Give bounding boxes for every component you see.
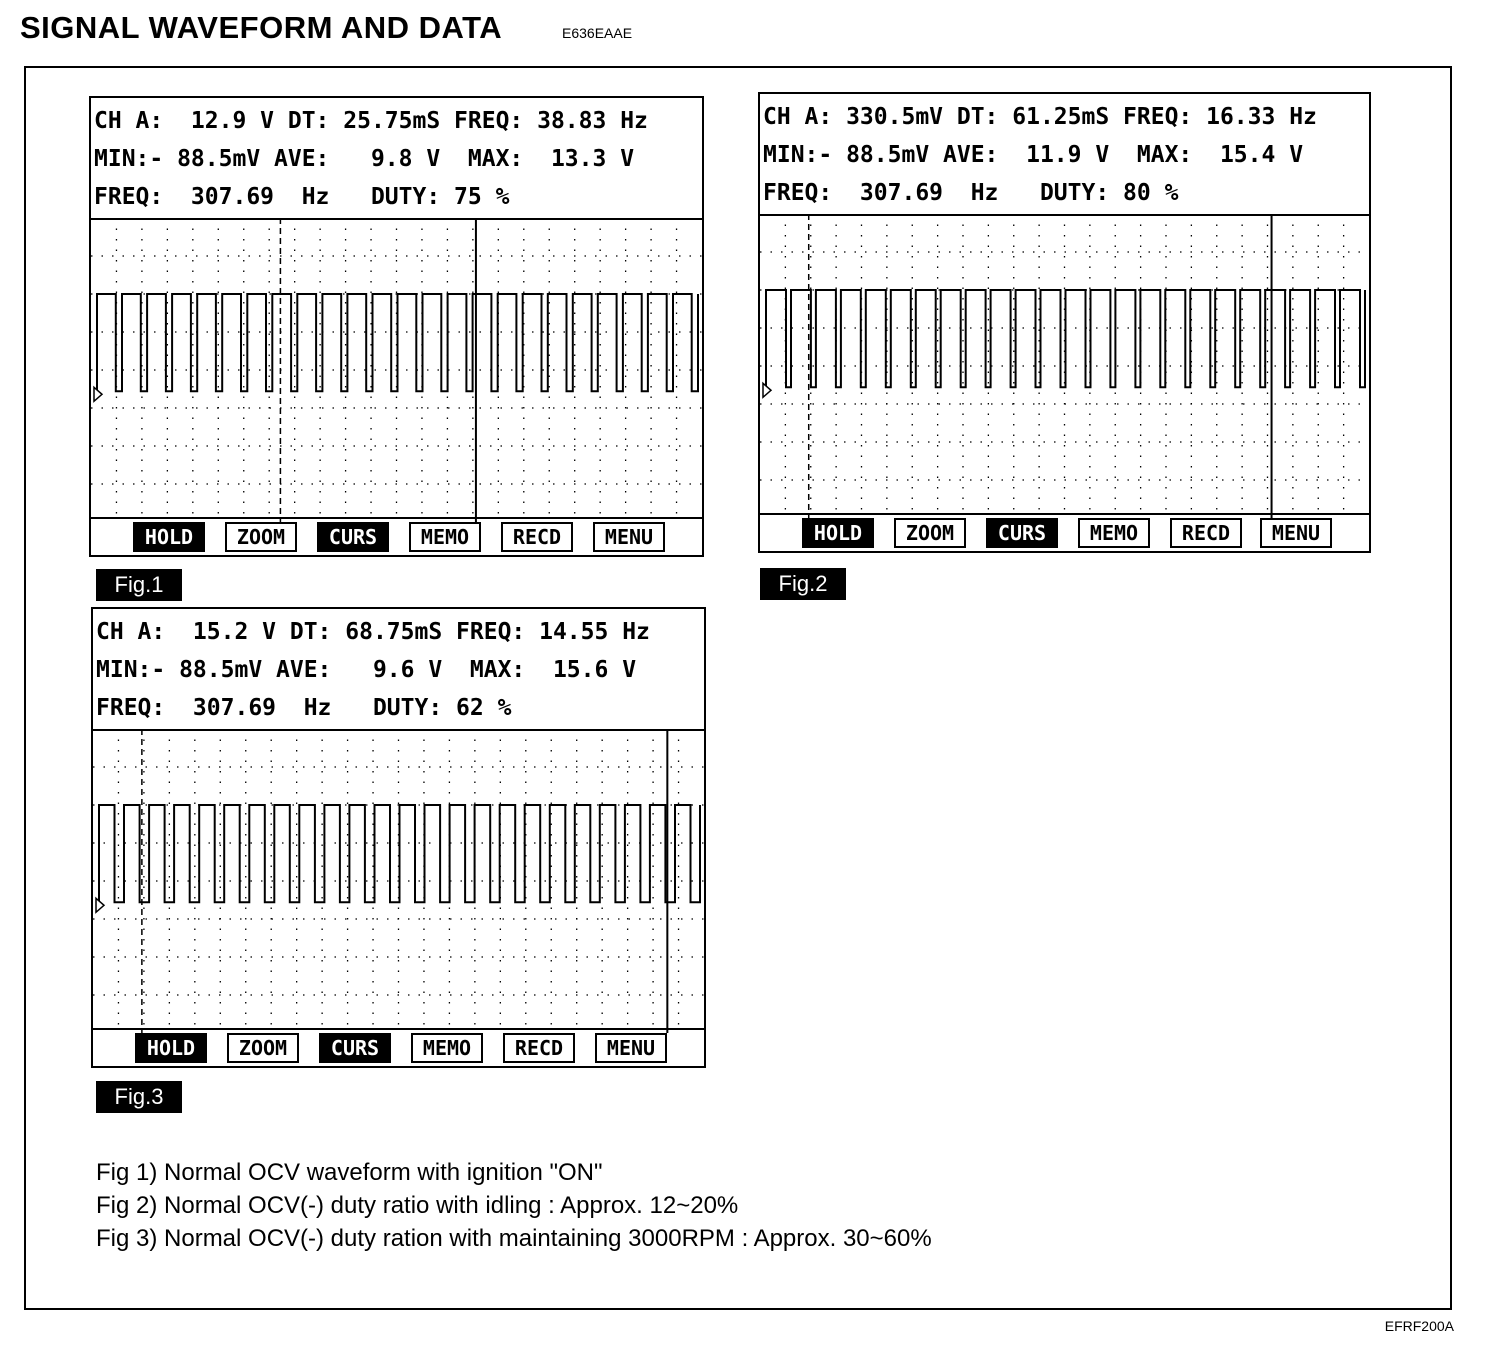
scope-screen-fig2 (758, 92, 1371, 553)
readout-line-2: MIN:- 88.5mV AVE: 11.9 V MAX: 15.4 V (763, 142, 1304, 168)
fig1-label: Fig.1 (96, 569, 182, 601)
menu-button[interactable]: MENU (593, 522, 665, 552)
waveform-trace (97, 294, 698, 391)
zoom-button[interactable]: ZOOM (894, 518, 966, 548)
note-fig2: Fig 2) Normal OCV(-) duty ratio with idling : Approx. 12~20% (96, 1192, 739, 1219)
memo-button[interactable]: MEMO (1078, 518, 1150, 548)
figure-notes (96, 1156, 932, 1255)
readout-panel (93, 609, 704, 731)
memo-button[interactable]: MEMO (409, 522, 481, 552)
fig2-label: Fig.2 (760, 568, 846, 600)
scope-screen-fig1 (89, 96, 704, 557)
zoom-button[interactable]: ZOOM (225, 522, 297, 552)
waveform-plot (760, 214, 1369, 518)
readout-line-3: FREQ: 307.69 Hz DUTY: 80 % (763, 180, 1179, 206)
readout-line-1: CH A: 15.2 V DT: 68.75mS FREQ: 14.55 Hz (96, 619, 650, 645)
waveform-trace (766, 290, 1365, 387)
waveform-plot (91, 218, 702, 522)
readout-line-1: CH A: 330.5mV DT: 61.25mS FREQ: 16.33 Hz (763, 104, 1317, 130)
recd-button[interactable]: RECD (503, 1033, 575, 1063)
curs-button[interactable]: CURS (317, 522, 389, 552)
curs-button[interactable]: CURS (986, 518, 1058, 548)
document-code: E636EAAE (562, 25, 633, 41)
softkey-bar (93, 1028, 704, 1066)
readout-line-3: FREQ: 307.69 Hz DUTY: 75 % (94, 184, 510, 210)
curs-button[interactable]: CURS (319, 1033, 391, 1063)
readout-line-3: FREQ: 307.69 Hz DUTY: 62 % (96, 695, 512, 721)
waveform-grid (91, 218, 702, 524)
scope-screen-fig3 (91, 607, 706, 1068)
menu-button[interactable]: MENU (595, 1033, 667, 1063)
note-fig1: Fig 1) Normal OCV waveform with ignition "ON" (96, 1159, 603, 1186)
softkey-bar (760, 513, 1369, 551)
zoom-button[interactable]: ZOOM (227, 1033, 299, 1063)
waveform-plot (93, 729, 704, 1033)
readout-line-1: CH A: 12.9 V DT: 25.75mS FREQ: 38.83 Hz (94, 108, 648, 134)
readout-line-2: MIN:- 88.5mV AVE: 9.6 V MAX: 15.6 V (96, 657, 637, 683)
memo-button[interactable]: MEMO (411, 1033, 483, 1063)
note-fig3: Fig 3) Normal OCV(-) duty ration with maintaining 3000RPM : Approx. 30~60% (96, 1225, 932, 1252)
footer-code: EFRF200A (1384, 1318, 1454, 1334)
recd-button[interactable]: RECD (1170, 518, 1242, 548)
waveform-grid (760, 214, 1369, 520)
waveform-grid (93, 729, 704, 1035)
fig3-label: Fig.3 (96, 1081, 182, 1113)
readout-panel (91, 98, 702, 220)
page-title: SIGNAL WAVEFORM AND DATA (20, 10, 503, 45)
hold-button[interactable]: HOLD (133, 522, 205, 552)
readout-line-2: MIN:- 88.5mV AVE: 9.8 V MAX: 13.3 V (94, 146, 635, 172)
waveform-trace (99, 805, 700, 902)
softkey-bar (91, 517, 702, 555)
hold-button[interactable]: HOLD (802, 518, 874, 548)
menu-button[interactable]: MENU (1260, 518, 1332, 548)
recd-button[interactable]: RECD (501, 522, 573, 552)
hold-button[interactable]: HOLD (135, 1033, 207, 1063)
readout-panel (760, 94, 1369, 216)
